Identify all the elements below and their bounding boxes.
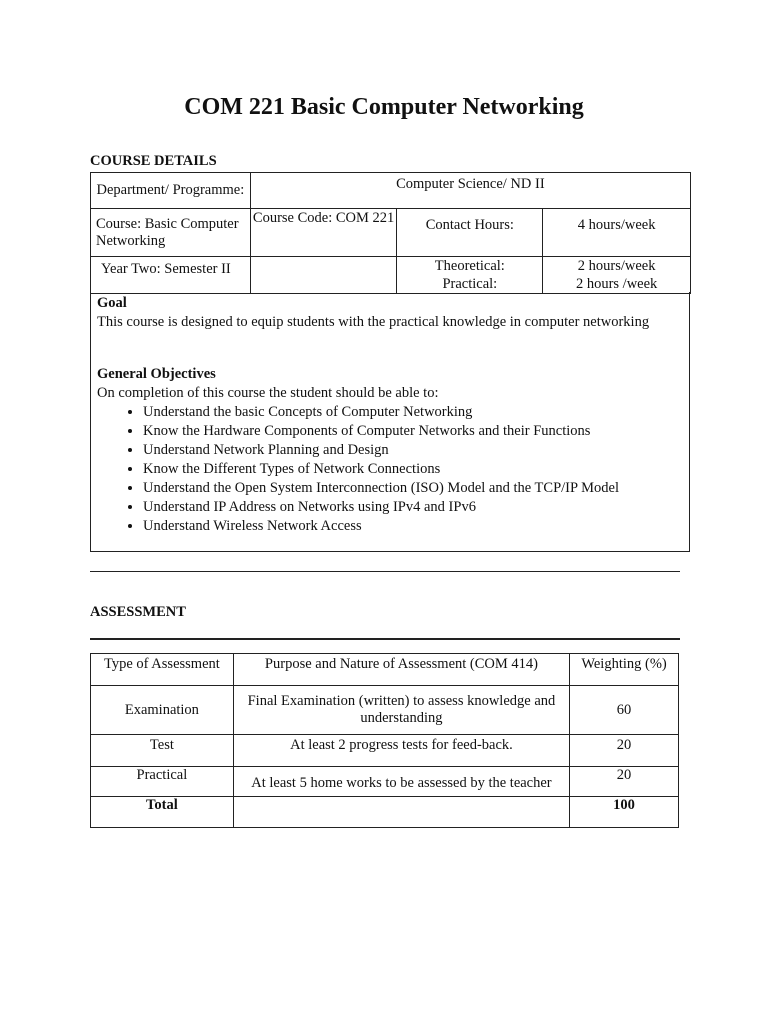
department-value: Computer Science/ ND II <box>250 173 690 209</box>
list-item: • Understand the basic Concepts of Computer Networking <box>143 403 683 422</box>
course-code: Course Code: COM 221 <box>250 209 397 257</box>
contact-hours-label: Contact Hours: <box>397 209 543 257</box>
list-item: • Understand Network Planning and Design <box>143 441 683 460</box>
course-name: Course: Basic Computer Networking <box>91 209 251 257</box>
assessment-purpose: Final Examination (written) to assess knowledge and understanding <box>233 686 569 735</box>
page-title: COM 221 Basic Computer Networking <box>184 94 584 120</box>
contact-hours-value: 4 hours/week <box>543 209 691 257</box>
objectives-intro: On completion of this course the student should be able to: <box>97 385 439 401</box>
theoretical-label: Theoretical: <box>434 258 505 274</box>
divider <box>90 638 680 640</box>
table-row <box>91 257 691 294</box>
assessment-heading: ASSESSMENT <box>90 604 186 620</box>
hours-values <box>543 257 691 294</box>
year-semester: Year Two: Semester II <box>91 257 251 294</box>
list-item: • Know the Different Types of Network Connections <box>143 460 683 479</box>
divider <box>90 571 680 572</box>
header-weighting: Weighting (%) <box>570 654 679 686</box>
table-row <box>91 686 679 735</box>
total-purpose <box>233 797 569 828</box>
assessment-type: Practical <box>91 767 234 797</box>
assessment-weight: 20 <box>570 767 679 797</box>
objectives-list <box>97 403 683 536</box>
table-row <box>91 767 679 797</box>
empty-cell <box>250 257 397 294</box>
goal-heading: Goal <box>97 295 127 311</box>
total-weight: 100 <box>570 797 679 828</box>
objectives-heading: General Objectives <box>97 366 216 382</box>
assessment-purpose: At least 2 progress tests for feed-back. <box>233 735 569 767</box>
assessment-type: Examination <box>91 686 234 735</box>
assessment-purpose: At least 5 home works to be assessed by the teacher <box>233 767 569 797</box>
list-item: • Understand the Open System Interconnection (ISO) Model and the TCP/IP Model <box>143 479 683 498</box>
table-row <box>91 654 679 686</box>
assessment-table <box>90 653 679 828</box>
practical-value: 2 hours /week <box>575 276 658 292</box>
assessment-weight: 20 <box>570 735 679 767</box>
assessment-type: Test <box>91 735 234 767</box>
table-row <box>91 797 679 828</box>
list-item: • Know the Hardware Components of Computer Networks and their Functions <box>143 422 683 441</box>
total-label: Total <box>91 797 234 828</box>
header-purpose: Purpose and Nature of Assessment (COM 414) <box>233 654 569 686</box>
course-details-heading: COURSE DETAILS <box>90 153 217 169</box>
hours-labels <box>397 257 543 294</box>
practical-label: Practical: <box>442 276 498 292</box>
table-row <box>91 735 679 767</box>
list-item: • Understand IP Address on Networks using IPv4 and IPv6 <box>143 498 683 517</box>
department-label: Department/ Programme: <box>91 173 251 209</box>
theoretical-value: 2 hours/week <box>577 258 656 274</box>
table-row <box>91 173 691 209</box>
table-row <box>91 209 691 257</box>
goal-text: This course is designed to equip students with the practical knowledge in computer networking <box>97 314 650 330</box>
list-item: • Understand Wireless Network Access <box>143 517 683 536</box>
course-details-table <box>90 172 691 294</box>
assessment-weight: 60 <box>570 686 679 735</box>
goal-objectives-box <box>90 292 690 552</box>
header-type: Type of Assessment <box>91 654 234 686</box>
